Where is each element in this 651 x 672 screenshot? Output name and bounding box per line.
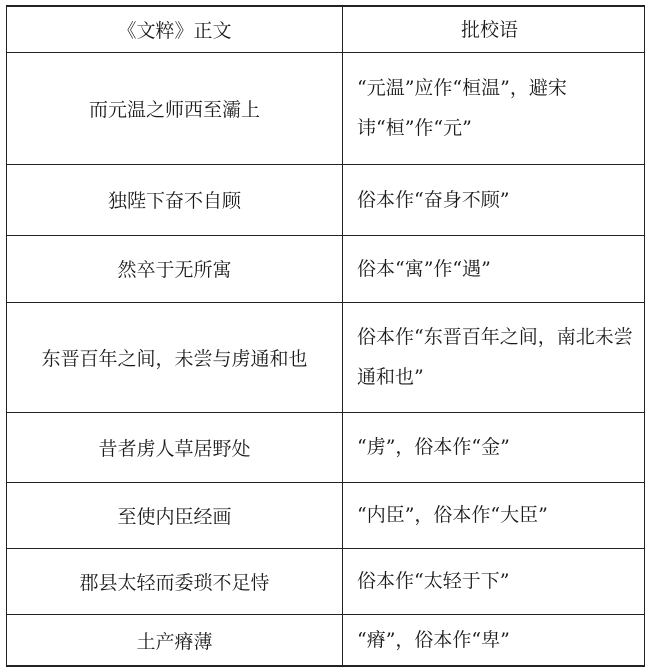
comparison-table bbox=[6, 5, 645, 667]
table-row bbox=[7, 302, 644, 413]
header-annotation: 批校语 bbox=[460, 18, 518, 41]
row-note: 俗本作“东晋百年之间，南北未尝通和也” bbox=[357, 326, 633, 388]
row-note: 俗本作“奋身不顾” bbox=[357, 188, 510, 211]
table-header-row bbox=[7, 7, 644, 53]
table-row bbox=[7, 412, 644, 483]
row-text: 郡县太轻而委琐不足恃 bbox=[7, 548, 343, 614]
row-text: 至使内臣经画 bbox=[7, 482, 343, 548]
table-row bbox=[7, 235, 644, 303]
table-row bbox=[7, 52, 644, 165]
table-row bbox=[7, 482, 644, 549]
row-text: 而元温之师西至灞上 bbox=[7, 52, 343, 164]
row-note: 俗本“寓”作“遇” bbox=[357, 257, 491, 280]
row-text: 然卒于无所寓 bbox=[7, 235, 343, 302]
row-note: “虏”，俗本作“金” bbox=[357, 436, 510, 458]
row-text: 独陛下奋不自顾 bbox=[7, 164, 343, 235]
row-note: “元温”应作“桓温”，避宋讳“桓”作“元” bbox=[357, 77, 567, 139]
row-text: 昔者虏人草居野处 bbox=[7, 412, 343, 482]
table-row bbox=[7, 164, 644, 236]
table-row bbox=[7, 614, 644, 666]
row-text: 土产瘠薄 bbox=[7, 614, 343, 666]
row-text: 东晋百年之间，未尝与虏通和也 bbox=[7, 302, 343, 412]
row-note: 俗本作“太轻于下” bbox=[357, 570, 510, 592]
row-note: “内臣”，俗本作“大臣” bbox=[357, 504, 548, 526]
header-wencui-text: 《文粹》正文 bbox=[7, 7, 343, 52]
table-row bbox=[7, 548, 644, 615]
row-note: “瘠”，俗本作“卑” bbox=[357, 629, 510, 651]
